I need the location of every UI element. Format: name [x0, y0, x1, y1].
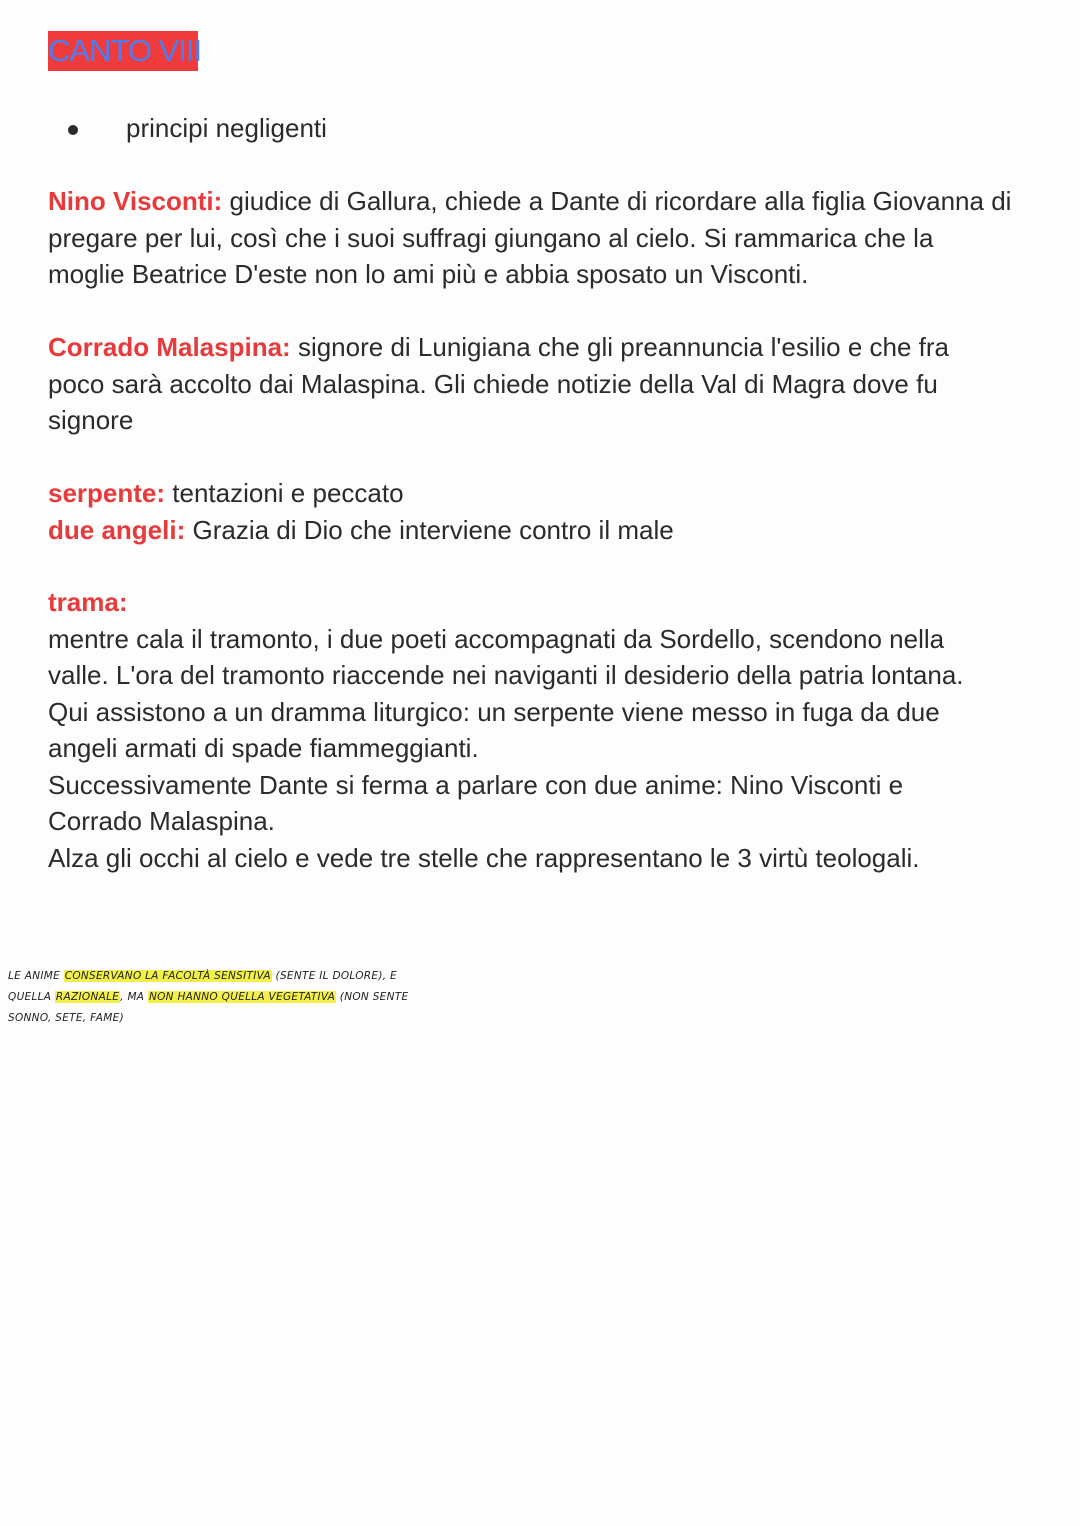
note-text: (SENTE IL DOLORE), E: [271, 970, 397, 982]
trama-line: Corrado Malaspina.: [48, 806, 275, 836]
serpente-text: tentazioni e peccato: [165, 478, 404, 508]
label-nino-visconti: Nino Visconti:: [48, 186, 223, 216]
bullet-icon: [68, 125, 78, 135]
corrado-text-2: poco sarà accolto dai Malaspina. Gli chiede notizie della Val di Magra dove fu: [48, 368, 938, 399]
note-highlight: RAZIONALE: [55, 991, 120, 1003]
paragraph-trama: [48, 584, 1048, 876]
corrado-text-1: signore di Lunigiana che gli preannuncia l'esilio e che fra: [290, 332, 949, 362]
trama-line: Alza gli occhi al cielo e vede tre stelle che rappresentano le 3 virtù teologali.: [48, 842, 920, 873]
trama-line: valle. L'ora del tramonto riaccende nei naviganti il desiderio della patria lontana.: [48, 660, 964, 690]
angeli-text: Grazia di Dio che interviene contro il male: [185, 514, 674, 545]
note-text: LE ANIME: [8, 970, 64, 982]
corrado-text-3: signore: [48, 405, 134, 435]
label-serpente: serpente:: [48, 478, 166, 508]
trama-line: angeli armati di spade fiammeggianti.: [48, 733, 479, 763]
note-highlight: CONSERVANO LA FACOLTÀ SENSITIVA: [64, 970, 271, 982]
handwritten-note: [8, 966, 568, 1029]
nino-text-1: giudice di Gallura, chiede a Dante di ricordare alla figlia Giovanna di: [222, 186, 1012, 216]
trama-line: Successivamente Dante si ferma a parlare con due anime: Nino Visconti e: [48, 769, 904, 800]
bullet-text: principi negligenti: [126, 113, 327, 143]
paragraph-symbols: [48, 475, 1048, 548]
paragraph-corrado-malaspina: [48, 329, 1048, 439]
label-trama: trama:: [48, 587, 128, 617]
note-text: SONNO, SETE, FAME): [8, 1012, 124, 1024]
note-text: (NON SENTE: [336, 991, 409, 1003]
trama-line: mentre cala il tramonto, i due poeti accompagnati da Sordello, scendono nella: [48, 623, 945, 654]
nino-text-2: pregare per lui, così che i suoi suffragi giungano al cielo. Si rammarica che la: [48, 222, 934, 253]
note-text: QUELLA: [8, 991, 55, 1003]
note-text: , MA: [120, 991, 148, 1003]
note-highlight: NON HANNO QUELLA VEGETATIVA: [148, 991, 336, 1003]
nino-text-3: moglie Beatrice D'este non lo ami più e abbia sposato un Visconti.: [48, 259, 809, 289]
trama-line: Qui assistono a un dramma liturgico: un serpente viene messo in fuga da due: [48, 696, 940, 727]
label-due-angeli: due angeli:: [48, 514, 186, 545]
label-corrado-malaspina: Corrado Malaspina:: [48, 332, 291, 362]
paragraph-nino-visconti: [48, 183, 1048, 293]
page-title: CANTO VIII: [48, 33, 202, 68]
bullet-item: [68, 110, 327, 146]
